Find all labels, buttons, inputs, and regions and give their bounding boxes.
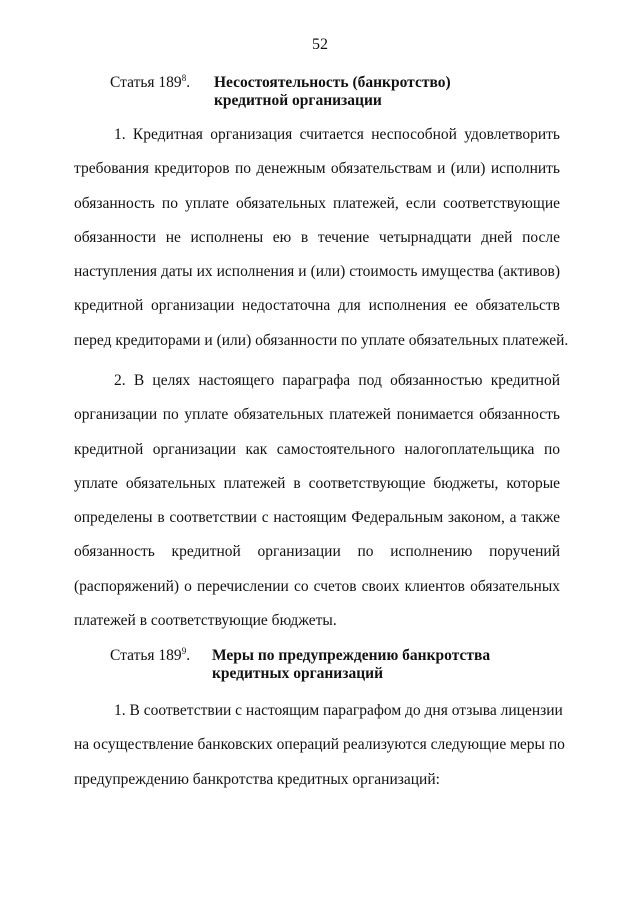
article-label — [110, 647, 190, 665]
article-heading-189-8 — [110, 74, 580, 110]
article-title — [212, 647, 490, 683]
article-title-line: Несостоятельность (банкротство) — [213, 74, 451, 91]
paragraph-line: на осуществление банковских операций реализуются следующие меры по — [74, 736, 565, 754]
paragraph-line: уплате обязательных платежей в соответствующие бюджеты, которые — [74, 474, 560, 492]
paragraph-line: наступления даты их исполнения и (или) стоимость имущества (активов) — [74, 263, 560, 281]
article-title-line: кредитных организаций — [211, 665, 383, 682]
article-number-superscript: 9 — [181, 645, 187, 656]
article-label-dot: . — [186, 647, 191, 664]
paragraph-line: платежей в соответствующие бюджеты. — [74, 612, 337, 630]
paragraph-line: 1. Кредитная организация считается неспособной удовлетворить — [114, 126, 560, 143]
article-label-text: Статья 189 — [110, 647, 182, 664]
paragraph-line: обязанности не исполнены ею в течение четырнадцати дней после — [74, 228, 560, 246]
article-label-dot: . — [186, 74, 191, 91]
paragraph-line: 2. В целях настоящего параграфа под обязанностью кредитной — [114, 372, 560, 389]
paragraph-line: требования кредиторов по денежным обязательствам и (или) исполнить — [74, 160, 560, 178]
paragraph-line: (распоряжений) о перечислении со счетов своих клиентов обязательных — [74, 577, 560, 595]
paragraph-line: кредитной организации недостаточна для исполнения ее обязательств — [74, 297, 560, 315]
paragraph-3 — [74, 694, 565, 797]
paragraph-line: определены в соответствии с настоящим Федеральным законом, а также — [74, 509, 560, 527]
paragraph-line: обязанность кредитной организации по исполнению поручений — [74, 543, 560, 561]
article-title-line: Меры по предупреждению банкротства — [211, 647, 491, 664]
paragraph-line: организации по уплате обязательных платежей понимается обязанность — [74, 406, 560, 424]
article-heading-189-9 — [110, 647, 580, 683]
article-title — [214, 74, 451, 110]
paragraph-line: перед кредиторами и (или) обязанности по уплате обязательных платежей. — [74, 331, 569, 349]
article-label-text: Статья 189 — [110, 74, 182, 91]
article-title-line: кредитной организации — [213, 92, 382, 109]
page-number: 52 — [312, 36, 328, 53]
paragraph-1 — [74, 118, 569, 358]
paragraph-line: кредитной организации как самостоятельного налогоплательщика по — [74, 440, 560, 458]
article-number-superscript: 8 — [181, 72, 187, 83]
paragraph-line: обязанность по уплате обязательных платежей, если соответствующие — [74, 194, 560, 212]
paragraph-2 — [74, 364, 560, 638]
paragraph-line: 1. В соответствии с настоящим параграфом до дня отзыва лицензии — [114, 702, 563, 719]
article-label — [110, 74, 190, 92]
paragraph-line: предупреждению банкротства кредитных организаций: — [74, 770, 440, 788]
